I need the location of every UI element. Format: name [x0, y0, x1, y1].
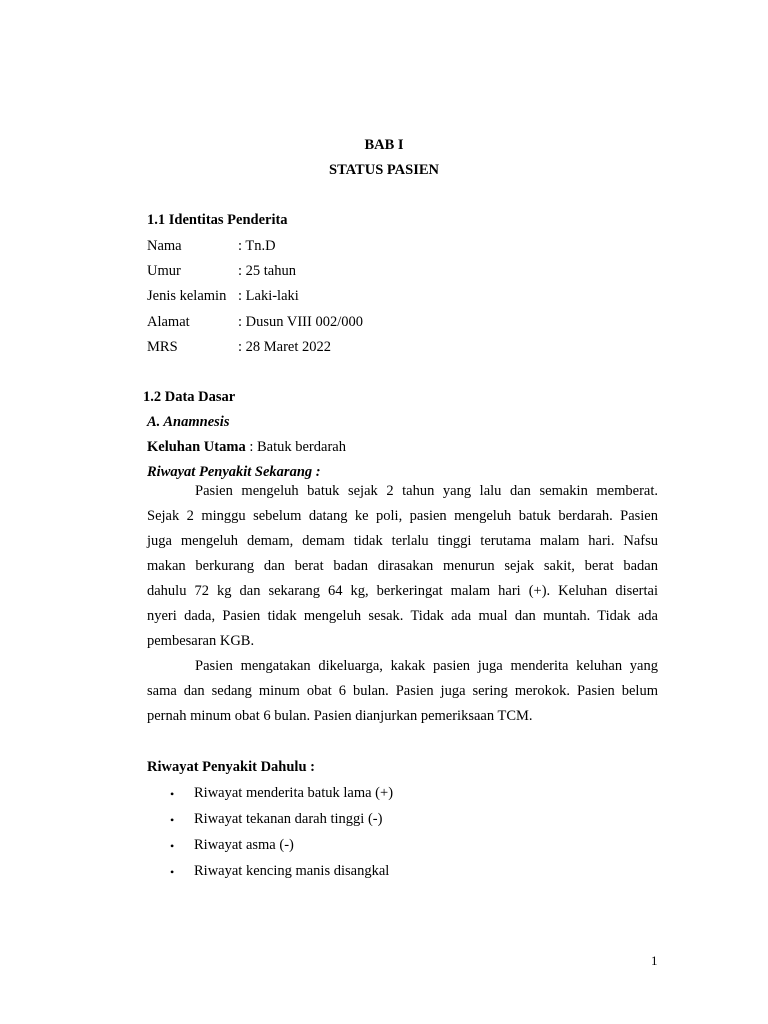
paragraph-line: nyeri dada, Pasien tidak mengeluh sesak. Tidak ada mual dan muntah. Tidak ada: [147, 608, 658, 624]
paragraph-line: pernah minum obat 6 bulan. Pasien dianjurkan pemeriksaan TCM.: [147, 708, 533, 724]
paragraph-line: dahulu 72 kg dan sekarang 64 kg, berkeringat malam hari (+). Keluhan disertai: [147, 583, 658, 599]
identity-label-age: Umur: [147, 263, 181, 279]
bullet-icon: •: [170, 787, 175, 801]
chief-complaint-label: Keluhan Utama: [147, 439, 246, 455]
list-item: Riwayat kencing manis disangkal: [194, 863, 390, 879]
identity-label-address: Alamat: [147, 314, 190, 330]
paragraph-line: juga mengeluh demam, demam tidak terlalu tinggi terutama malam hari. Nafsu: [147, 533, 658, 549]
page-number: 1: [651, 953, 658, 968]
paragraph-line: Sejak 2 minggu sebelum datang ke poli, pasien mengeluh batuk berdarah. Pasien: [147, 508, 658, 524]
paragraph-line: Pasien mengeluh batuk sejak 2 tahun yang lalu dan semakin memberat.: [195, 483, 658, 499]
paragraph-line: sama dan sedang minum obat 6 bulan. Pasien juga sering merokok. Pasien belum: [147, 683, 658, 699]
chief-complaint-value: : Batuk berdarah: [245, 439, 346, 455]
identity-value-name: : Tn.D: [238, 238, 276, 254]
list-item: Riwayat asma (-): [194, 837, 294, 853]
identity-value-gender: : Laki-laki: [238, 288, 299, 304]
bullet-icon: •: [170, 813, 175, 827]
past-illness-heading: Riwayat Penyakit Dahulu :: [147, 759, 315, 775]
chapter-heading: BAB I: [364, 137, 404, 153]
list-item: Riwayat menderita batuk lama (+): [194, 785, 394, 801]
present-illness-heading: Riwayat Penyakit Sekarang :: [147, 464, 321, 480]
paragraph-line: pembesaran KGB.: [147, 633, 255, 649]
basic-data-heading: 1.2 Data Dasar: [143, 389, 236, 405]
list-item: Riwayat tekanan darah tinggi (-): [194, 811, 383, 827]
identity-value-age: : 25 tahun: [238, 263, 296, 279]
bullet-icon: •: [170, 839, 175, 853]
identity-value-mrs: : 28 Maret 2022: [238, 339, 332, 355]
identity-label-mrs: MRS: [147, 339, 178, 355]
identity-value-address: : Dusun VIII 002/000: [238, 314, 363, 330]
paragraph-line: Pasien mengatakan dikeluarga, kakak pasien juga menderita keluhan yang: [195, 658, 658, 674]
identity-label-name: Nama: [147, 238, 182, 254]
identity-label-gender: Jenis kelamin: [147, 288, 227, 304]
anamnesis-heading: A. Anamnesis: [147, 414, 230, 430]
bullet-icon: •: [170, 865, 175, 879]
paragraph-line: makan berkurang dan berat badan dirasakan menurun sejak sakit, berat badan: [147, 558, 658, 574]
chief-complaint: [147, 439, 346, 456]
identity-section-heading: 1.1 Identitas Penderita: [147, 212, 288, 228]
page-title: STATUS PASIEN: [329, 162, 439, 178]
